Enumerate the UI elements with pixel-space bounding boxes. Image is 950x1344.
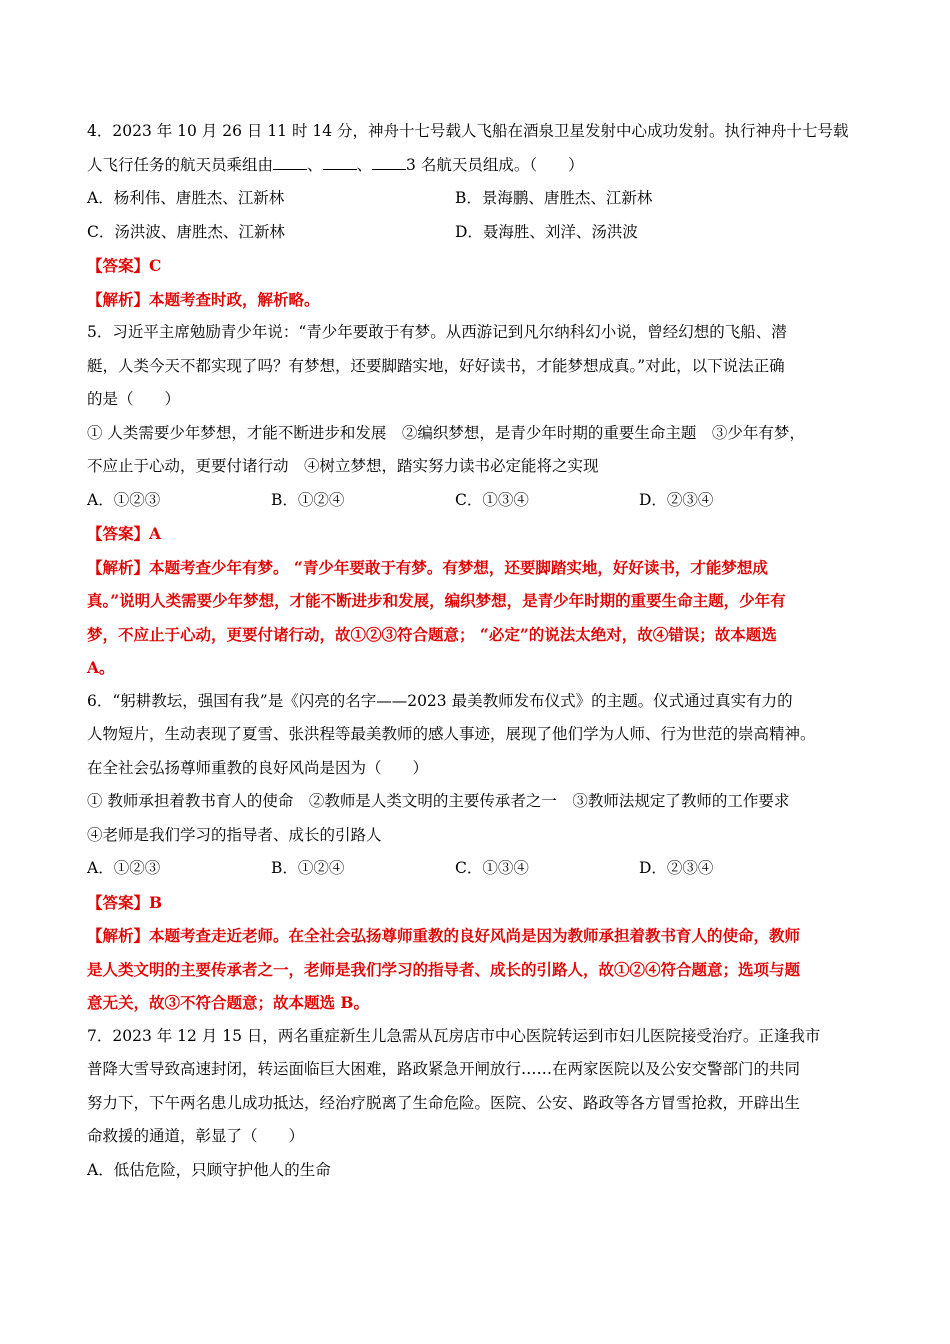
- q4-option-a: A．杨利伟、唐胜杰、江新林: [87, 189, 285, 207]
- q6-analysis-line-1: 【解析】本题考查走近老师。在全社会弘扬尊师重教的良好风尚是因为教师承担着教书育人的使命，教师: [87, 926, 801, 945]
- q7-stem-line-2: 普降大雪导致高速封闭，转运面临巨大困难，路政紧急开闸放行……在两家医院以及公安交警部门的共同: [87, 1060, 801, 1078]
- q6-option-c: C．①③④: [455, 859, 529, 877]
- q5-analysis-line-2: 真。”说明人类需要少年梦想，才能不断进步和发展，编织梦想，是青少年时期的重要生命主题，少年有: [87, 591, 786, 610]
- q5-analysis-line-4: A。: [87, 658, 115, 677]
- q4-analysis: 【解析】本题考查时政，解析略。: [87, 289, 320, 309]
- q5-stem-line-2: 艇，人类今天不都实现了吗？有梦想，还要脚踏实地，好好读书，才能梦想成真。”对此，以下说法正确: [87, 356, 785, 375]
- q4-blank-1: [273, 155, 307, 170]
- q5-option-a: A．①②③: [87, 490, 161, 509]
- q6-analysis-line-3: 意无关，故③不符合题意；故本题选 B。: [87, 993, 369, 1012]
- q4-answer: 【答案】C: [87, 256, 162, 275]
- q5-option-b: B．①②④: [271, 490, 345, 509]
- q6-analysis-line-2: 是人类文明的主要传承者之一，老师是我们学习的指导者、成长的引路人，故①②④符合题意；选项与题: [87, 959, 801, 979]
- q4-options-row-1: [87, 182, 877, 216]
- q6-stem-line-2: 人物短片，生动表现了夏雪、张洪程等最美教师的感人事迹，展现了他们学为人师、行为世范的崇高精神。: [87, 725, 816, 743]
- q5-analysis-line-3: 梦，不应止于心动，更要付诸行动，故①②③符合题意； “必定”的说法太绝对，故④错误；故本题选: [87, 624, 777, 644]
- q4-option-d: D．聂海胜、刘洋、汤洪波: [455, 222, 638, 241]
- q6-statement-line-2: ④老师是我们学习的指导者、成长的引路人: [87, 825, 382, 844]
- q5-option-d: D．②③④: [639, 490, 714, 509]
- q4-stem-line-2: [87, 149, 877, 183]
- q6-options-row: [87, 852, 877, 886]
- q6-option-b: B．①②④: [271, 859, 345, 877]
- q4-options-row-2: [87, 216, 877, 250]
- q5-statement-line-2: 不应止于心动，更要付诸行动 ④树立梦想，踏实努力读书必定能将之实现: [87, 457, 599, 475]
- q4-blank-3: [372, 155, 406, 170]
- q4-option-c: C．汤洪波、唐胜杰、江新林: [87, 222, 285, 241]
- q4-stem-text-a: 人飞行任务的航天员乘组由: [87, 155, 274, 174]
- q6-stem-line-3: 在全社会弘扬尊师重教的良好风尚是因为（ ）: [87, 758, 429, 777]
- q7-option-a: A．低估危险，只顾守护他人的生命: [87, 1160, 331, 1179]
- q6-option-a: A．①②③: [87, 859, 161, 877]
- q5-stem-line-3: 的是（ ）: [87, 390, 181, 408]
- q4-separator-1: 、: [307, 155, 323, 174]
- q6-statement-line-1: ① 教师承担着教书育人的使命 ②教师是人类文明的主要传承者之一 ③教师法规定了教师的工作要求: [87, 792, 790, 810]
- q5-answer: 【答案】A: [87, 524, 162, 543]
- q4-separator-2: 、: [356, 155, 373, 174]
- q6-answer: 【答案】B: [87, 892, 163, 912]
- q6-option-d: D．②③④: [639, 859, 714, 877]
- q4-stem-text-b: 3 名航天员组成。（ ）: [406, 155, 584, 174]
- q7-stem-line-1: 7．2023 年 12 月 15 日，两名重症新生儿急需从瓦房店市中心医院转运到市妇儿医院接受治疗。正逢我市: [87, 1026, 821, 1045]
- q7-stem-line-4: 命救援的通道，彰显了（ ）: [87, 1127, 305, 1145]
- q5-option-c: C．①③④: [455, 490, 529, 509]
- q6-stem-line-1: 6．“躬耕教坛，强国有我”是《闪亮的名字——2023 最美教师发布仪式》的主题。仪式通过真实有力的: [87, 691, 793, 710]
- document-content: [87, 115, 877, 1187]
- q7-stem-line-3: 努力下，下午两名患儿成功抵达，经治疗脱离了生命危险。医院、公安、路政等各方冒雪抢救，开辟出生: [87, 1093, 801, 1112]
- q4-stem-line-1: 4．2023 年 10 月 26 日 11 时 14 分，神舟十七号载人飞船在酒泉卫星发射中心成功发射。执行神舟十七号载: [87, 122, 849, 140]
- q5-stem-line-1: 5．习近平主席勉励青少年说：“青少年要敢于有梦。从西游记到凡尔纳科幻小说，曾经幻想的飞船、潜: [87, 323, 787, 341]
- q4-option-b: B．景海鹏、唐胜杰、江新林: [455, 189, 653, 207]
- q5-statement-line-1: ① 人类需要少年梦想，才能不断进步和发展 ②编织梦想，是青少年时期的重要生命主题 ③少年有梦，: [87, 423, 805, 442]
- q5-options-row: [87, 484, 877, 518]
- q5-analysis-line-1: 【解析】本题考查少年有梦。 “青少年要敢于有梦。有梦想，还要脚踏实地，好好读书，才能梦想成: [87, 557, 768, 577]
- q4-blank-2: [323, 155, 357, 170]
